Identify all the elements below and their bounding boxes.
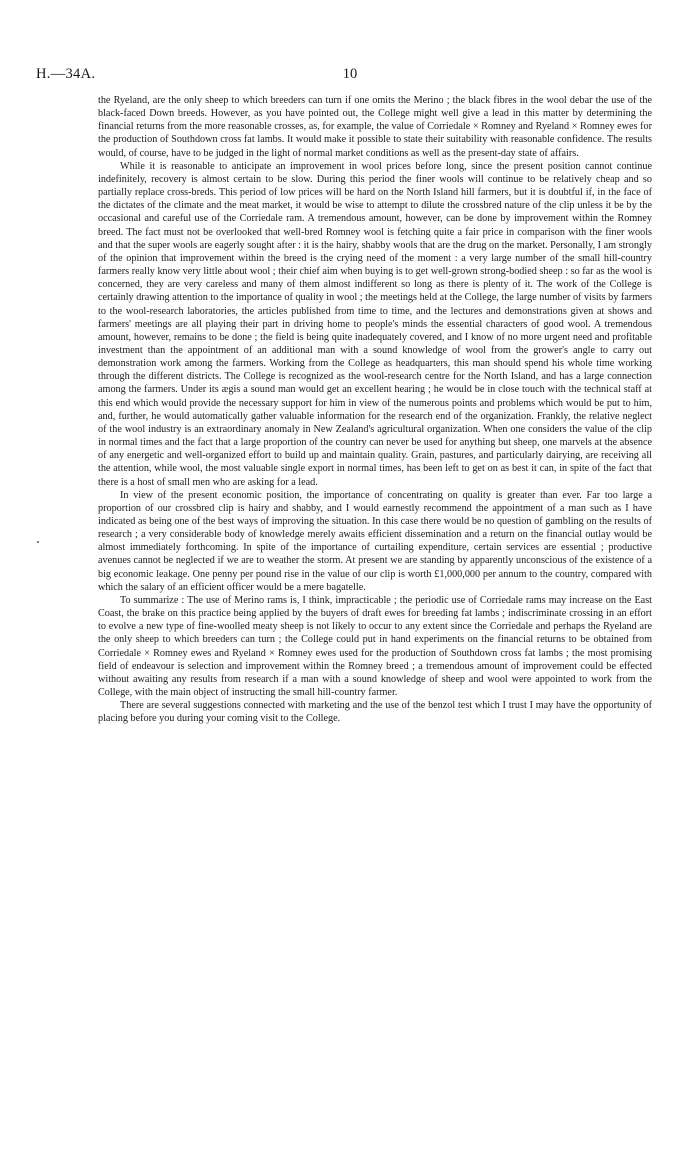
paragraph-wool-prices: While it is reasonable to anticipate an improvement in wool prices before long, since the present position cannot continue indefinitely, recovery is almost certain to be slow. During this period the finer wools will continue to be relatively cheap and so partially replace cross-breds. This period of low prices will be hard on the North Island hill farmers, but it is doubtful if, in the face of the dictates of the climate and the meat market, it would be wise to attempt to dilute the crossbred nature of the clip unless it be by the occasional and careful use of the Corriedale ram. A tremendous amount, however, can be done by improvement within the Romney breed. The fact must not be overlooked that well-bred Romney wool is fetching quite a fair price in comparison with the finer wools and that the super wools are eagerly sought after : it is the hairy, shabby wools that are the drug on the market. Personally, I am strongly of the opinion that improvement within the breed is the crying need of the moment : a very large number of the small hill-country farmers really know very little about wool ; their chief aim when buying is to get well-grown strong-bodied sheep : so far as the wool is concerned, they are very careless and many of them almost indifferent so long as there is plenty of it. The work of the College is certainly drawing attention to the importance of quality in wool ; the meetings held at the College, the large number of visits by farmers to the wool-research laboratories, the articles published from time to time, and the lectures and demonstrations given at shows and farmers' meetings are all playing their part in driving home to people's minds the essential characters of good wool. A tremendous amount, however, remains to be done ; the field is being quite inadequately covered, and I know of no more urgent need and profitable investment than the appointment of an additional man with a sound knowledge of wool from the grower's angle to carry out demonstration work among the farmers. Working from the College as headquarters, this man should spend his whole time working through the different districts. The College is recognized as the wool-research centre for the North Island, and has a large connection among the farmers. Under its ægis a sound man would get an excellent hearing ; he would be in close touch with the technical staff at this end which would provide the necessary support for him in view of the numerous points and problems which would be put to him, and, further, he would automatically gather valuable information for the research end of the organization. Frankly, the relative neglect of the wool industry is an extraordinary anomaly in New Zealand's agricultural organization. When one considers the value of the clip in normal times and the fact that a large proportion of the country can never be used for anything but sheep, one marvels at the absence of any energetic and well-organized effort to build up and maintain quality. Grain, pastures, and particularly dairying, are receiving all the attention, while wool, the most valuable single export in normal times, has been left to get on as best it can, in spite of the fact that there is a host of small men who are asking for a lead. <box>98 160 652 488</box>
body-text <box>98 94 652 726</box>
paragraph-summary: To summarize : The use of Merino rams is, I think, impracticable ; the periodic use of Corriedale rams may increase on the East Coast, the brake on this practice being applied by the buyers of draft ewes for breeding fat lambs ; indiscriminate crossing in an effort to evolve a new type of fine-woolled meaty sheep is not likely to occur to any extent since the Corriedale and perhaps the Ryeland are the only sheep to which breeders can turn ; the College could put in hand experiments on the financial returns to be obtained from Corriedale × Romney ewes and Ryeland × Romney ewes used for the production of Southdown cross fat lambs ; the most promising field of endeavour is selection and improvement within the Romney breed ; a tremendous amount of improvement could be effected without awaiting any results from research if a man with a sound knowledge of sheep and wool were appointed to work from the College, with the main object of instructing the small hill-country farmer. <box>98 594 652 699</box>
page-header <box>36 66 664 84</box>
margin-mark <box>37 541 39 543</box>
paragraph-closing: There are several suggestions connected with marketing and the use of the benzol test which I trust I may have the opportunity of placing before you during your coming visit to the College. <box>98 700 652 725</box>
paragraph-economic-position: In view of the present economic position, the importance of concentrating on quality is greater than ever. Far too large a proportion of our crossbred clip is hairy and shabby, and I would earnestly recommend the appointment of a man such as I have indicated as being one of the best ways of improving the situation. In this case there would be no question of gambling on the results of research ; a very considerable body of knowledge merely awaits efficient dissemination and a return on the financial outlay would be almost immediately forthcoming. In spite of the importance of curtailing expenditure, certain services are essential ; productive avenues cannot be neglected if we are to weather the storm. At present we are standing by apparently unconscious of the existence of a big economic leakage. One penny per pound rise in the value of our clip is worth £1,000,000 per annum to the country, compared with which the salary of an efficient officer would be a mere bagatelle. <box>98 489 652 593</box>
document-reference: H.—34A. <box>36 66 96 82</box>
page-number: 10 <box>342 66 358 82</box>
paragraph-continuation: the Ryeland, are the only sheep to which breeders can turn if one omits the Merino ; the black fibres in the wool debar the use of the black-faced Down breeds. However, as you have pointed out, the College might well give a lead in this matter by determining the financial returns from the more reasonable crosses, as, for example, the value of Corriedale × Romney and Ryeland × Romney ewes for the production of Southdown cross fat lambs. It would make it possible to state their suitability with reasonable confidence. The results would, of course, have to be judged in the light of normal market conditions as well as the present-day state of affairs. <box>98 95 652 159</box>
